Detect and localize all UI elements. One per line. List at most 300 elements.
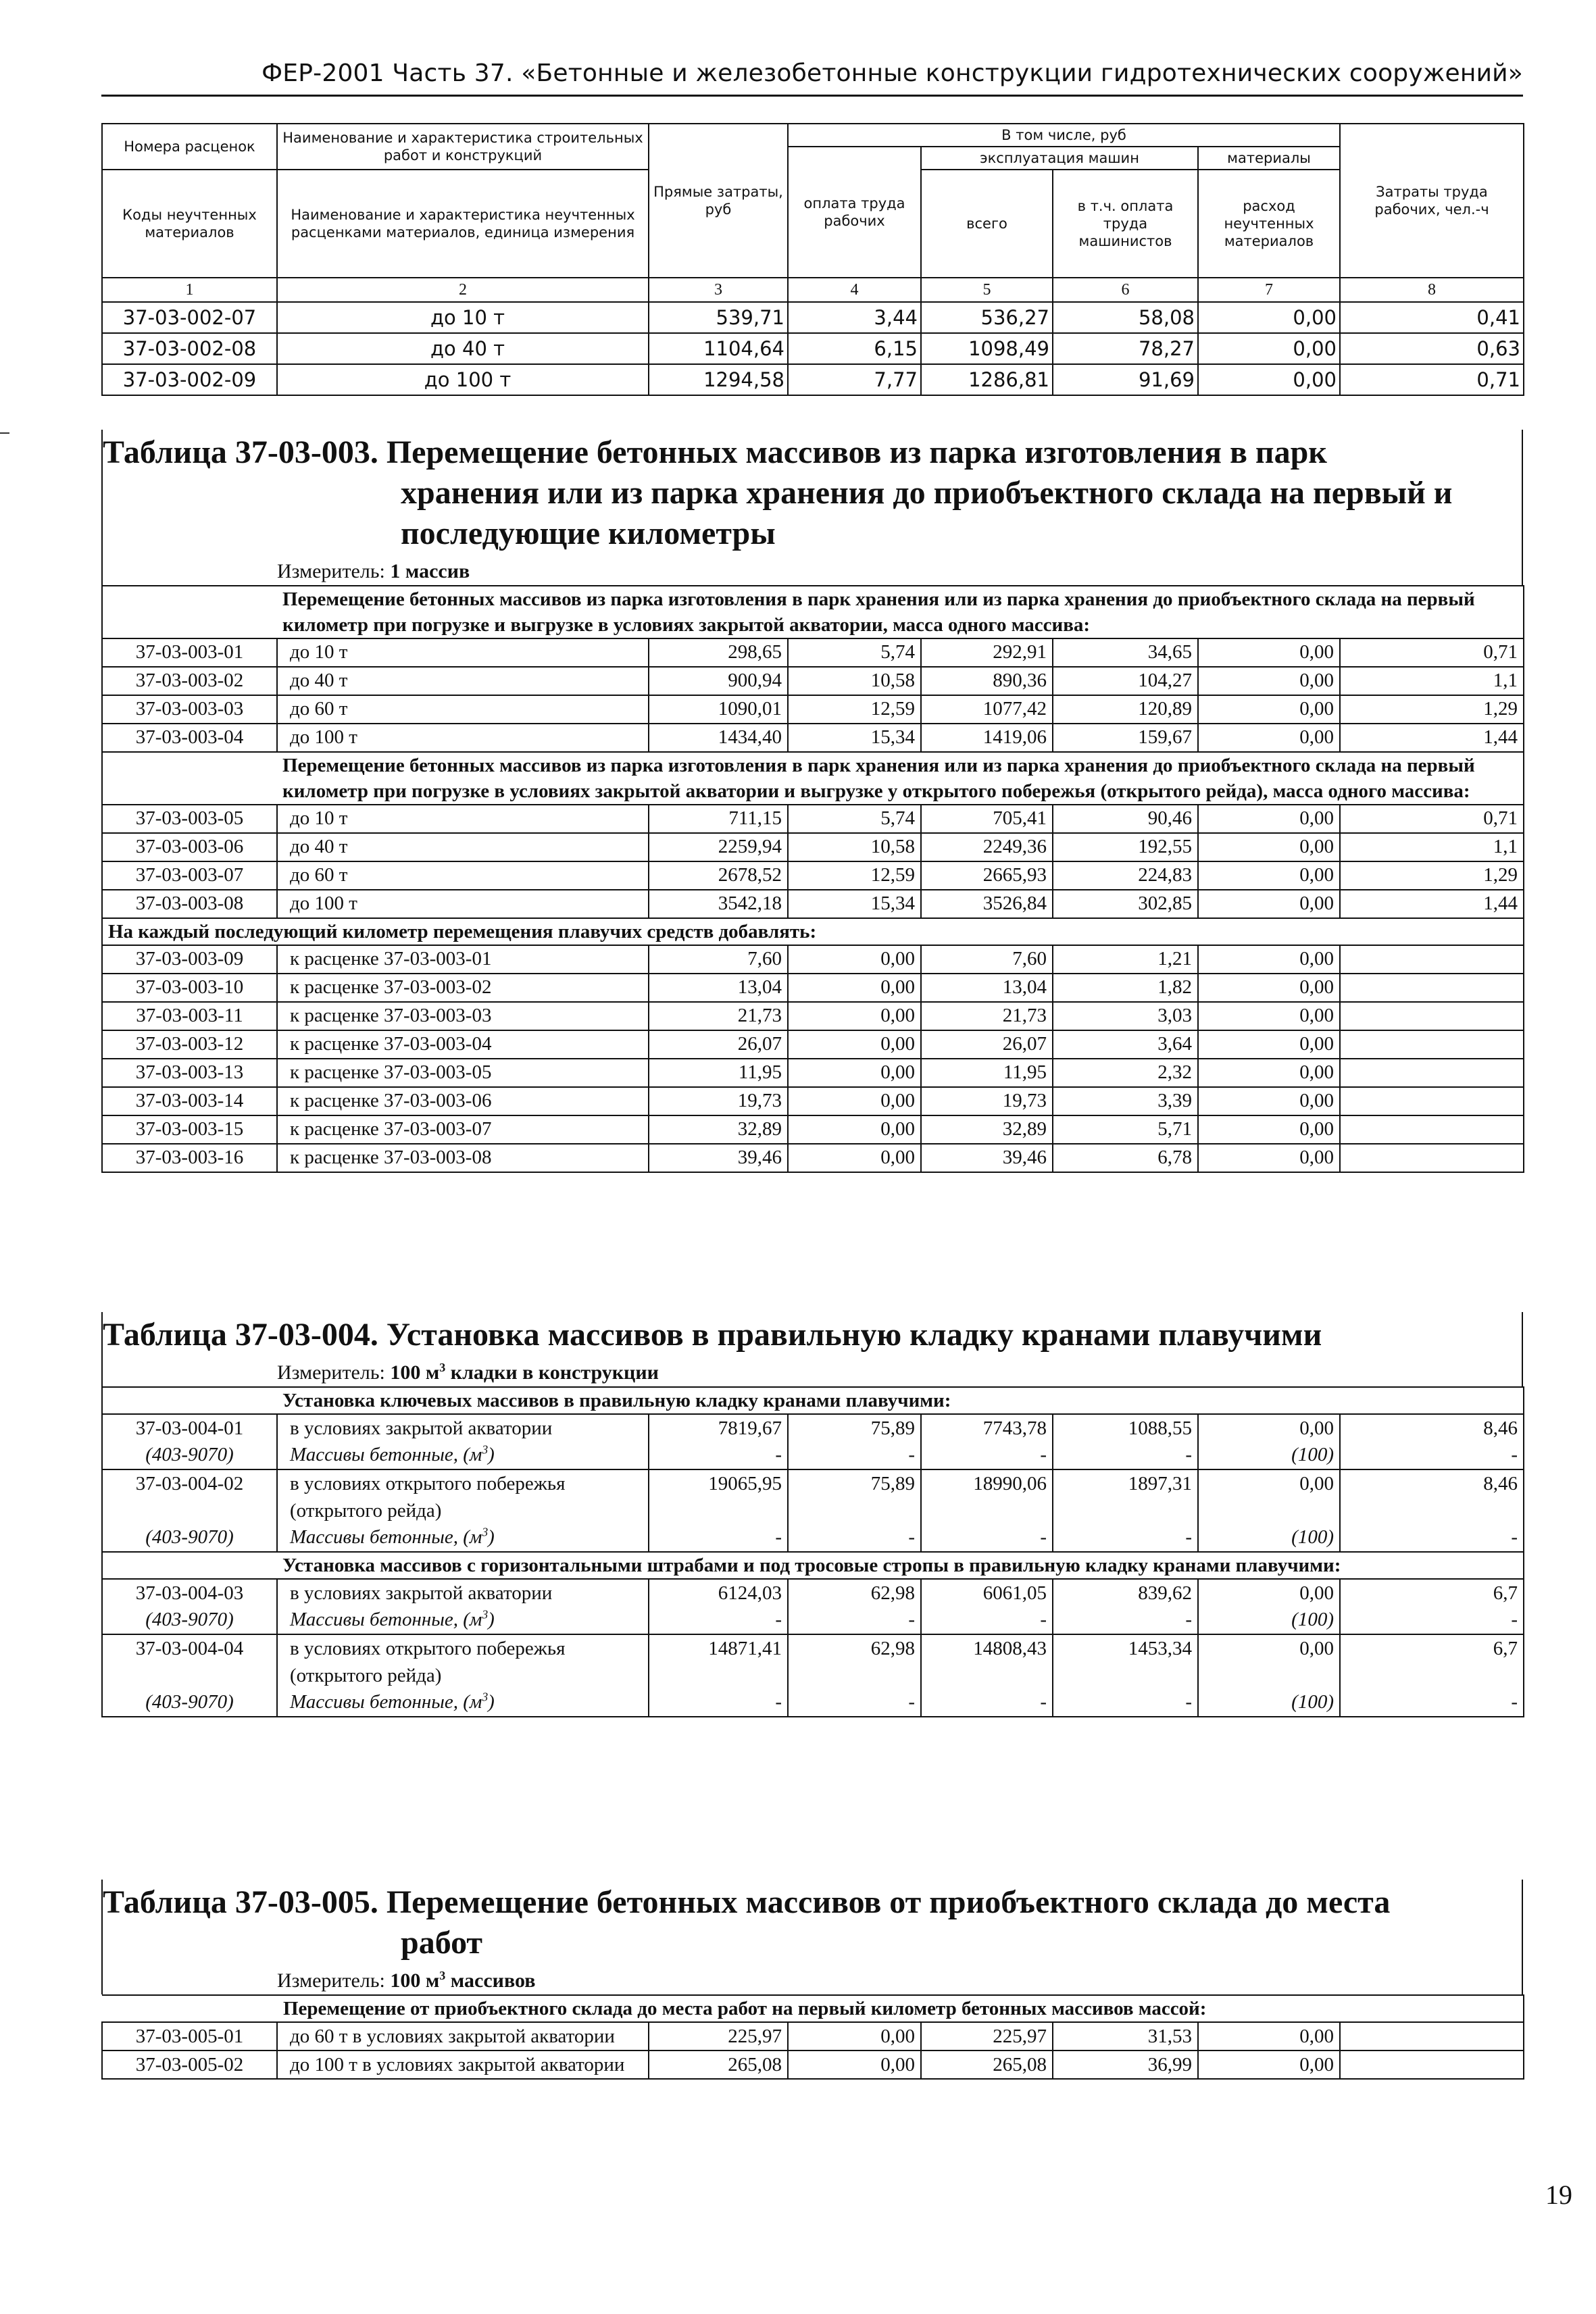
meter: Измеритель: 100 $м^3$ кладки в конструкции: [277, 1361, 659, 1384]
value-cell: 8,46: [1340, 1469, 1524, 1524]
col1-bottom: Коды неучтенных материалов: [102, 170, 277, 278]
value-cell: 705,41: [921, 805, 1053, 833]
value-cell: 539,71: [649, 302, 788, 333]
subheading: Установка ключевых массивов в правильную кладку кранами плавучими:: [277, 1387, 1524, 1414]
value-cell: -: [1340, 1689, 1524, 1717]
rate-code: 37-03-005-01: [102, 2022, 277, 2051]
value-cell: 0,00: [1198, 1087, 1340, 1115]
value-cell: 2665,93: [921, 861, 1053, 890]
value-cell: 0,00: [1198, 1634, 1340, 1689]
subheading-spacer: [102, 1552, 277, 1579]
value-cell: 5,74: [788, 638, 921, 667]
value-cell: 1897,31: [1053, 1469, 1198, 1524]
work-name: до 10 т: [277, 805, 649, 833]
work-name: к расценке 37-03-003-08: [277, 1144, 649, 1172]
work-name: до 60 т: [277, 861, 649, 890]
rate-code: 37-03-003-11: [102, 1002, 277, 1030]
value-cell: 298,65: [649, 638, 788, 667]
value-cell: 0,00: [788, 1087, 921, 1115]
value-cell: 224,83: [1053, 861, 1198, 890]
resource-row: [102, 1524, 1524, 1552]
value-cell: 0,00: [788, 1002, 921, 1030]
col6-head: в т.ч. оплата труда машинистов: [1053, 170, 1198, 278]
table-title-line-2: работ: [401, 1925, 483, 1961]
value-cell: -: [1053, 1607, 1198, 1634]
work-name: до 10 т: [277, 638, 649, 667]
value-cell: 0,00: [1198, 1115, 1340, 1144]
rate-code: 37-03-003-16: [102, 1144, 277, 1172]
value-cell: 0,00: [788, 1115, 921, 1144]
table-row: [102, 724, 1524, 752]
table-row: [102, 974, 1524, 1002]
value-cell: 265,08: [649, 2051, 788, 2079]
value-cell: 31,53: [1053, 2022, 1198, 2051]
value-cell: 0,00: [1198, 945, 1340, 974]
value-cell: -: [788, 1524, 921, 1552]
value-cell: 0,00: [1198, 974, 1340, 1002]
subheading: Перемещение бетонных массивов из парка изготовления в парк хранения или из парка хранения до приобъектного склада на первый километр при погрузке и выгрузке в условиях закрытой акватории, масса одного массива:: [277, 586, 1524, 638]
value-cell: 90,46: [1053, 805, 1198, 833]
value-cell: 1,21: [1053, 945, 1198, 974]
value-cell: 1434,40: [649, 724, 788, 752]
rate-code: 37-03-003-03: [102, 695, 277, 724]
column-number: 1: [102, 278, 277, 302]
value-cell: 0,00: [1198, 805, 1340, 833]
value-cell: 711,15: [649, 805, 788, 833]
value-cell: 0,63: [1340, 333, 1524, 364]
value-cell: 0,00: [1198, 695, 1340, 724]
rate-code: 37-03-004-04: [102, 1634, 277, 1689]
value-cell: 11,95: [921, 1059, 1053, 1087]
table-005-body: [101, 1994, 1524, 2080]
value-cell: 6061,05: [921, 1579, 1053, 1607]
value-cell: 6,7: [1340, 1579, 1524, 1607]
work-name: в условиях открытого побережья (открытого рейда): [277, 1634, 649, 1689]
value-cell: 12,59: [788, 695, 921, 724]
value-cell: 6,15: [788, 333, 921, 364]
value-cell: 2678,52: [649, 861, 788, 890]
column-number: 2: [277, 278, 649, 302]
table-row: [102, 695, 1524, 724]
col2-top: Наименование и характеристика строительных работ и конструкций: [277, 124, 649, 170]
value-cell: 0,00: [1198, 861, 1340, 890]
rate-code: 37-03-003-04: [102, 724, 277, 752]
value-cell: 21,73: [649, 1002, 788, 1030]
value-cell: 3542,18: [649, 890, 788, 918]
material-name: Массивы бетонные, $(м^3)$: [277, 1524, 649, 1552]
value-cell: 1453,34: [1053, 1634, 1198, 1689]
value-cell: 12,59: [788, 861, 921, 890]
value-cell: 19065,95: [649, 1469, 788, 1524]
value-cell: [1340, 2051, 1524, 2079]
value-cell: 0,00: [1198, 333, 1340, 364]
col3-head: Прямые затраты, руб: [649, 124, 788, 278]
table-004-body: [101, 1386, 1524, 1717]
value-cell: 0,00: [1198, 364, 1340, 395]
value-cell: 3,44: [788, 302, 921, 333]
value-cell: 2249,36: [921, 833, 1053, 861]
value-cell: 0,00: [1198, 1414, 1340, 1442]
value-cell: 7819,67: [649, 1414, 788, 1442]
rate-code: 37-03-003-07: [102, 861, 277, 890]
value-cell: 1286,81: [921, 364, 1053, 395]
value-cell: 13,04: [649, 974, 788, 1002]
value-cell: 1090,01: [649, 695, 788, 724]
value-cell: 2259,94: [649, 833, 788, 861]
value-cell: 159,67: [1053, 724, 1198, 752]
value-cell: 0,00: [788, 974, 921, 1002]
table-row: [102, 1087, 1524, 1115]
table-row: [102, 1030, 1524, 1059]
margin-mark: [0, 432, 9, 434]
value-cell: 0,00: [1198, 1002, 1340, 1030]
value-cell: 0,00: [788, 1030, 921, 1059]
table-row: [102, 1002, 1524, 1030]
value-cell: 1,29: [1340, 861, 1524, 890]
value-cell: -: [649, 1524, 788, 1552]
table-row: [102, 1634, 1524, 1689]
value-cell: [1340, 1030, 1524, 1059]
rate-code: 37-03-003-09: [102, 945, 277, 974]
value-cell: 91,69: [1053, 364, 1198, 395]
value-cell: -: [1053, 1689, 1198, 1717]
value-cell: 39,46: [649, 1144, 788, 1172]
material-code: (403-9070): [102, 1689, 277, 1717]
table-row: [102, 333, 1524, 364]
column-number: 7: [1198, 278, 1340, 302]
value-cell: 104,27: [1053, 667, 1198, 695]
work-name: к расценке 37-03-003-04: [277, 1030, 649, 1059]
value-cell: 1294,58: [649, 364, 788, 395]
value-cell: 0,00: [1198, 890, 1340, 918]
value-cell: 34,65: [1053, 638, 1198, 667]
rate-code: 37-03-003-02: [102, 667, 277, 695]
value-cell: -: [1340, 1524, 1524, 1552]
meter: Измеритель: 1 массив: [277, 560, 470, 582]
table-row: [102, 1059, 1524, 1087]
rate-code: 37-03-004-02: [102, 1469, 277, 1524]
value-cell: 0,00: [788, 2022, 921, 2051]
value-cell: 18990,06: [921, 1469, 1053, 1524]
value-cell: 1,1: [1340, 833, 1524, 861]
table-title: Таблица 37-03-003. Перемещение бетонных массивов из парка изготовления в парк: [103, 434, 1327, 470]
col4-head: оплата труда рабочих: [788, 147, 921, 278]
rate-code: 37-03-005-02: [102, 2051, 277, 2079]
value-cell: 120,89: [1053, 695, 1198, 724]
table-row: [102, 2051, 1524, 2079]
value-cell: 0,71: [1340, 805, 1524, 833]
table-row: [102, 1469, 1524, 1524]
value-cell: -: [921, 1442, 1053, 1469]
column-number: 6: [1053, 278, 1198, 302]
work-name: в условиях закрытой акватории: [277, 1414, 649, 1442]
resource-row: [102, 1689, 1524, 1717]
materials-head: материалы: [1198, 147, 1340, 170]
value-cell: 26,07: [649, 1030, 788, 1059]
value-cell: 14871,41: [649, 1634, 788, 1689]
value-cell: -: [1340, 1607, 1524, 1634]
table-37-03-004: [101, 1312, 1523, 1717]
table-row: [102, 1414, 1524, 1442]
value-cell: 1,1: [1340, 667, 1524, 695]
work-name: к расценке 37-03-003-06: [277, 1087, 649, 1115]
value-cell: 19,73: [649, 1087, 788, 1115]
table-row: [102, 861, 1524, 890]
rate-code: 37-03-003-15: [102, 1115, 277, 1144]
col2-bottom: Наименование и характеристика неучтенных расценками материалов, единица измерения: [277, 170, 649, 278]
value-cell: -: [1053, 1442, 1198, 1469]
group-head: В том числе, руб: [788, 124, 1340, 147]
work-name: до 40 т: [277, 833, 649, 861]
value-cell: 0,00: [1198, 724, 1340, 752]
value-cell: -: [649, 1442, 788, 1469]
value-cell: 0,00: [788, 1144, 921, 1172]
value-cell: 265,08: [921, 2051, 1053, 2079]
subheading-spacer: [102, 1387, 277, 1414]
table-row: [102, 890, 1524, 918]
value-cell: [1340, 2022, 1524, 2051]
table-003-body: [101, 585, 1524, 1173]
col7-head: расход неучтенных материалов: [1198, 170, 1340, 278]
value-cell: -: [921, 1524, 1053, 1552]
value-cell: 8,46: [1340, 1414, 1524, 1442]
value-cell: 3,03: [1053, 1002, 1198, 1030]
column-number: 4: [788, 278, 921, 302]
work-name: до 40 т: [277, 667, 649, 695]
work-name: до 60 т в условиях закрытой акватории: [277, 2022, 649, 2051]
table-row: [102, 1579, 1524, 1607]
rate-code: 37-03-003-12: [102, 1030, 277, 1059]
value-cell: 1,44: [1340, 724, 1524, 752]
page-number: 19: [1545, 2180, 1572, 2210]
table-row: [102, 1115, 1524, 1144]
material-code: (403-9070): [102, 1524, 277, 1552]
work-name: до 40 т: [277, 333, 649, 364]
value-cell: -: [649, 1607, 788, 1634]
value-cell: 900,94: [649, 667, 788, 695]
value-cell: 11,95: [649, 1059, 788, 1087]
value-cell: -: [921, 1689, 1053, 1717]
rate-code: 37-03-004-01: [102, 1414, 277, 1442]
work-name: до 60 т: [277, 695, 649, 724]
rate-code: 37-03-003-05: [102, 805, 277, 833]
value-cell: [1340, 1144, 1524, 1172]
value-cell: 6,7: [1340, 1634, 1524, 1689]
value-cell: 21,73: [921, 1002, 1053, 1030]
value-cell: -: [1053, 1524, 1198, 1552]
work-name: до 100 т: [277, 364, 649, 395]
rate-code: 37-03-003-14: [102, 1087, 277, 1115]
value-cell: 10,58: [788, 667, 921, 695]
work-name: к расценке 37-03-003-02: [277, 974, 649, 1002]
value-cell: 0,00: [1198, 1059, 1340, 1087]
value-cell: 7,60: [921, 945, 1053, 974]
value-cell: 10,58: [788, 833, 921, 861]
table-title-line-3: последующие километры: [401, 515, 776, 551]
table-row: [102, 945, 1524, 974]
value-cell: 0,71: [1340, 638, 1524, 667]
table-37-03-003: [101, 430, 1523, 1173]
value-cell: 0,00: [1198, 1030, 1340, 1059]
value-cell: 5,74: [788, 805, 921, 833]
value-cell: 6124,03: [649, 1579, 788, 1607]
rate-code: 37-03-003-01: [102, 638, 277, 667]
value-cell: 0,00: [1198, 1144, 1340, 1172]
value-cell: 225,97: [921, 2022, 1053, 2051]
table-row: [102, 1144, 1524, 1172]
material-code: (403-9070): [102, 1442, 277, 1469]
value-cell: [1340, 1087, 1524, 1115]
value-cell: 0,71: [1340, 364, 1524, 395]
value-cell: -: [788, 1689, 921, 1717]
value-cell: 0,00: [1198, 638, 1340, 667]
rate-code: 37-03-003-10: [102, 974, 277, 1002]
value-cell: -: [921, 1607, 1053, 1634]
work-name: до 10 т: [277, 302, 649, 333]
value-cell: -: [649, 1689, 788, 1717]
work-name: до 100 т: [277, 890, 649, 918]
value-cell: 1419,06: [921, 724, 1053, 752]
value-cell: 3,39: [1053, 1087, 1198, 1115]
table-title: Таблица 37-03-004. Установка массивов в правильную кладку кранами плавучими: [103, 1317, 1322, 1353]
value-cell: 75,89: [788, 1414, 921, 1442]
table-row: [102, 302, 1524, 333]
value-cell: 39,46: [921, 1144, 1053, 1172]
subheading: Перемещение бетонных массивов из парка изготовления в парк хранения или из парка хранения до приобъектного склада на первый километр при погрузке в условиях закрытой акватории и выгрузке у открытого побережья (открытого рейда), масса одного массива:: [277, 752, 1524, 805]
value-cell: 3,64: [1053, 1030, 1198, 1059]
value-cell: 26,07: [921, 1030, 1053, 1059]
material-code: (403-9070): [102, 1607, 277, 1634]
header-rule: [101, 95, 1523, 97]
value-cell: 36,99: [1053, 2051, 1198, 2079]
material-qty: (100): [1198, 1689, 1340, 1717]
value-cell: 13,04: [921, 974, 1053, 1002]
subheading: Установка массивов с горизонтальными штрабами и под тросовые стропы в правильную кладку кранами плавучими:: [277, 1552, 1524, 1579]
column-header-table: [101, 123, 1524, 396]
value-cell: 7743,78: [921, 1414, 1053, 1442]
value-cell: [1340, 945, 1524, 974]
work-name: к расценке 37-03-003-07: [277, 1115, 649, 1144]
table-row: [102, 638, 1524, 667]
rate-code: 37-03-003-08: [102, 890, 277, 918]
value-cell: 1098,49: [921, 333, 1053, 364]
value-cell: 0,00: [788, 2051, 921, 2079]
value-cell: 0,00: [1198, 1579, 1340, 1607]
value-cell: 0,00: [1198, 1469, 1340, 1524]
work-name: в условиях открытого побережья (открытого рейда): [277, 1469, 649, 1524]
col1-top: Номера расценок: [102, 124, 277, 170]
column-number: 8: [1340, 278, 1524, 302]
material-name: Массивы бетонные, $(м^3)$: [277, 1607, 649, 1634]
value-cell: 1,29: [1340, 695, 1524, 724]
work-name: к расценке 37-03-003-01: [277, 945, 649, 974]
material-qty: (100): [1198, 1607, 1340, 1634]
subheading: На каждый последующий километр перемещения плавучих средств добавлять:: [102, 918, 1524, 945]
material-name: Массивы бетонные, $(м^3)$: [277, 1689, 649, 1717]
value-cell: 7,60: [649, 945, 788, 974]
value-cell: 15,34: [788, 890, 921, 918]
value-cell: 302,85: [1053, 890, 1198, 918]
table-row: [102, 667, 1524, 695]
resource-row: [102, 1607, 1524, 1634]
value-cell: 0,00: [788, 945, 921, 974]
value-cell: 32,89: [921, 1115, 1053, 1144]
value-cell: 0,00: [1198, 667, 1340, 695]
table-row: [102, 805, 1524, 833]
value-cell: 6,78: [1053, 1144, 1198, 1172]
value-cell: [1340, 974, 1524, 1002]
value-cell: 19,73: [921, 1087, 1053, 1115]
value-cell: 3526,84: [921, 890, 1053, 918]
value-cell: 0,00: [1198, 2051, 1340, 2079]
rate-code: 37-03-003-06: [102, 833, 277, 861]
rate-code: 37-03-002-09: [102, 364, 277, 395]
value-cell: 32,89: [649, 1115, 788, 1144]
value-cell: 58,08: [1053, 302, 1198, 333]
value-cell: -: [788, 1607, 921, 1634]
value-cell: -: [1340, 1442, 1524, 1469]
work-name: до 100 т: [277, 724, 649, 752]
rate-code: 37-03-002-08: [102, 333, 277, 364]
value-cell: 7,77: [788, 364, 921, 395]
col5-head: всего: [921, 170, 1053, 278]
resource-row: [102, 1442, 1524, 1469]
value-cell: 75,89: [788, 1469, 921, 1524]
value-cell: 1088,55: [1053, 1414, 1198, 1442]
value-cell: 1077,42: [921, 695, 1053, 724]
value-cell: 0,00: [1198, 833, 1340, 861]
value-cell: 292,91: [921, 638, 1053, 667]
value-cell: 0,00: [1198, 302, 1340, 333]
subheading: Перемещение от приобъектного склада до места работ на первый километр бетонных массивов массой:: [102, 1995, 1524, 2022]
table-title-line-2: хранения или из парка хранения до приобъектного склада на первый и: [401, 475, 1453, 511]
table-row: [102, 2022, 1524, 2051]
value-cell: 0,00: [1198, 2022, 1340, 2051]
work-name: в условиях закрытой акватории: [277, 1579, 649, 1607]
value-cell: -: [788, 1442, 921, 1469]
value-cell: 225,97: [649, 2022, 788, 2051]
material-name: Массивы бетонные, $(м^3)$: [277, 1442, 649, 1469]
table-row: [102, 364, 1524, 395]
value-cell: 62,98: [788, 1634, 921, 1689]
table-row: [102, 833, 1524, 861]
value-cell: 0,00: [788, 1059, 921, 1087]
table-37-03-005: [101, 1880, 1523, 2080]
value-cell: 536,27: [921, 302, 1053, 333]
column-number: 3: [649, 278, 788, 302]
value-cell: 15,34: [788, 724, 921, 752]
value-cell: [1340, 1059, 1524, 1087]
value-cell: 839,62: [1053, 1579, 1198, 1607]
meter: Измеритель: 100 $м^3$ массивов: [277, 1969, 536, 1992]
value-cell: [1340, 1115, 1524, 1144]
value-cell: 1104,64: [649, 333, 788, 364]
value-cell: 890,36: [921, 667, 1053, 695]
rate-code: 37-03-004-03: [102, 1579, 277, 1607]
rate-code: 37-03-002-07: [102, 302, 277, 333]
material-qty: (100): [1198, 1524, 1340, 1552]
work-name: до 100 т в условиях закрытой акватории: [277, 2051, 649, 2079]
col8-head: Затраты труда рабочих, чел.-ч: [1340, 124, 1524, 278]
value-cell: 14808,43: [921, 1634, 1053, 1689]
value-cell: 1,44: [1340, 890, 1524, 918]
value-cell: 5,71: [1053, 1115, 1198, 1144]
column-number: 5: [921, 278, 1053, 302]
table-title: Таблица 37-03-005. Перемещение бетонных массивов от приобъектного склада до места: [103, 1884, 1391, 1920]
work-name: к расценке 37-03-003-03: [277, 1002, 649, 1030]
running-header: ФЕР-2001 Часть 37. «Бетонные и железобетонные конструкции гидротехнических сооружений»: [261, 59, 1523, 87]
value-cell: [1340, 1002, 1524, 1030]
